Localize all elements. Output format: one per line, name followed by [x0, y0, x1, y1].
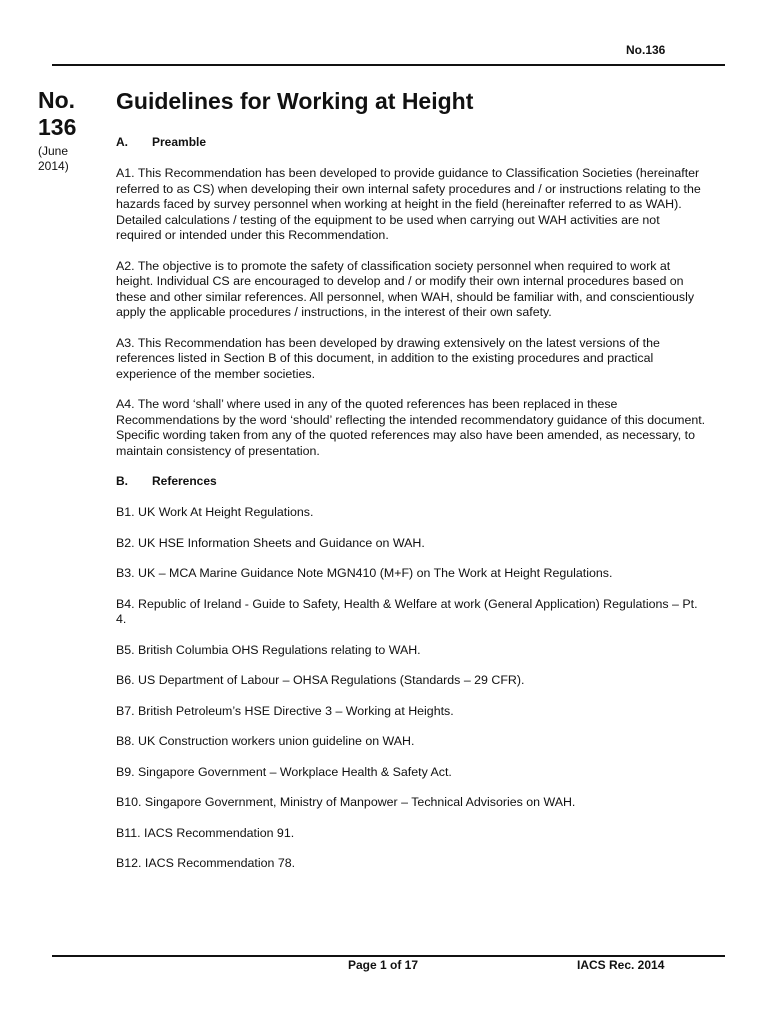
- section-letter: A.: [116, 135, 128, 149]
- reference-item: B3. UK – MCA Marine Guidance Note MGN410 (M+F) on The Work at Height Regulations.: [116, 566, 613, 580]
- section-heading-preamble: [116, 135, 708, 150]
- paragraph-a4: A4. The word ‘shall’ where used in any of the quoted references has been replaced in these Recommendations by the word ‘should’ reflecting the intended recommendatory guidance of this document. Specific wording taken from any of the quoted references may also have been amended, as necessary, to maintain consistency of presentation.: [116, 397, 706, 458]
- reference-item: B8. UK Construction workers union guideline on WAH.: [116, 734, 415, 748]
- reference-item: B7. British Petroleum’s HSE Directive 3 – Working at Heights.: [116, 703, 454, 718]
- paragraph-a1: A1. This Recommendation has been developed to provide guidance to Classification Societies (hereinafter referred to as CS) when developing their own internal safety procedures and / or instructions relating to the hazards faced by survey personnel when working at height in the field (hereinafter referred to as WAH). Detailed calculations / testing of the equipment to be used when carrying out WAH activities are not required or intended under this Recommendation.: [116, 166, 701, 242]
- paragraph-a2: A2. The objective is to promote the safety of classification society personnel when required to work at height. Individual CS are encouraged to develop and / or modify their own internal procedures based on these and other similar references. All personnel, when WAH, should be familiar with, and conscientiously apply the applicable procedures / instructions, in the interest of their own safety.: [116, 258, 695, 319]
- recommendation-number: No. 136: [38, 87, 77, 140]
- header-rule: [52, 64, 725, 66]
- reference-item: B9. Singapore Government – Workplace Health & Safety Act.: [116, 764, 452, 779]
- footer-rule: [52, 955, 725, 957]
- footer-rec-label: IACS Rec. 2014: [577, 958, 665, 972]
- header-doc-number: No.136: [626, 43, 666, 57]
- document-body: [116, 86, 708, 887]
- recommendation-date: (June 2014): [38, 144, 69, 173]
- reference-item: B6. US Department of Labour – OHSA Regulations (Standards – 29 CFR).: [116, 673, 525, 687]
- footer-page-number: Page 1 of 17: [348, 958, 419, 972]
- page-title: Guidelines for Working at Height: [116, 88, 474, 114]
- section-title: Preamble: [152, 135, 207, 149]
- section-title: References: [152, 474, 217, 488]
- reference-item: B11. IACS Recommendation 91.: [116, 825, 295, 840]
- reference-item: B2. UK HSE Information Sheets and Guidance on WAH.: [116, 535, 425, 550]
- side-column: [38, 87, 112, 174]
- section-letter: B.: [116, 474, 128, 488]
- reference-item: B4. Republic of Ireland - Guide to Safety, Health & Welfare at work (General Application) Regulations – Pt. 4.: [116, 596, 698, 626]
- reference-item: B1. UK Work At Height Regulations.: [116, 505, 314, 519]
- reference-item: B5. British Columbia OHS Regulations relating to WAH.: [116, 642, 421, 657]
- reference-item: B10. Singapore Government, Ministry of Manpower – Technical Advisories on WAH.: [116, 795, 576, 809]
- section-heading-references: [116, 474, 708, 489]
- reference-item: B12. IACS Recommendation 78.: [116, 856, 296, 870]
- paragraph-a3: A3. This Recommendation has been developed by drawing extensively on the latest versions of the references listed in Section B of this document, in addition to the existing procedures and practical experience of the member societies.: [116, 335, 660, 381]
